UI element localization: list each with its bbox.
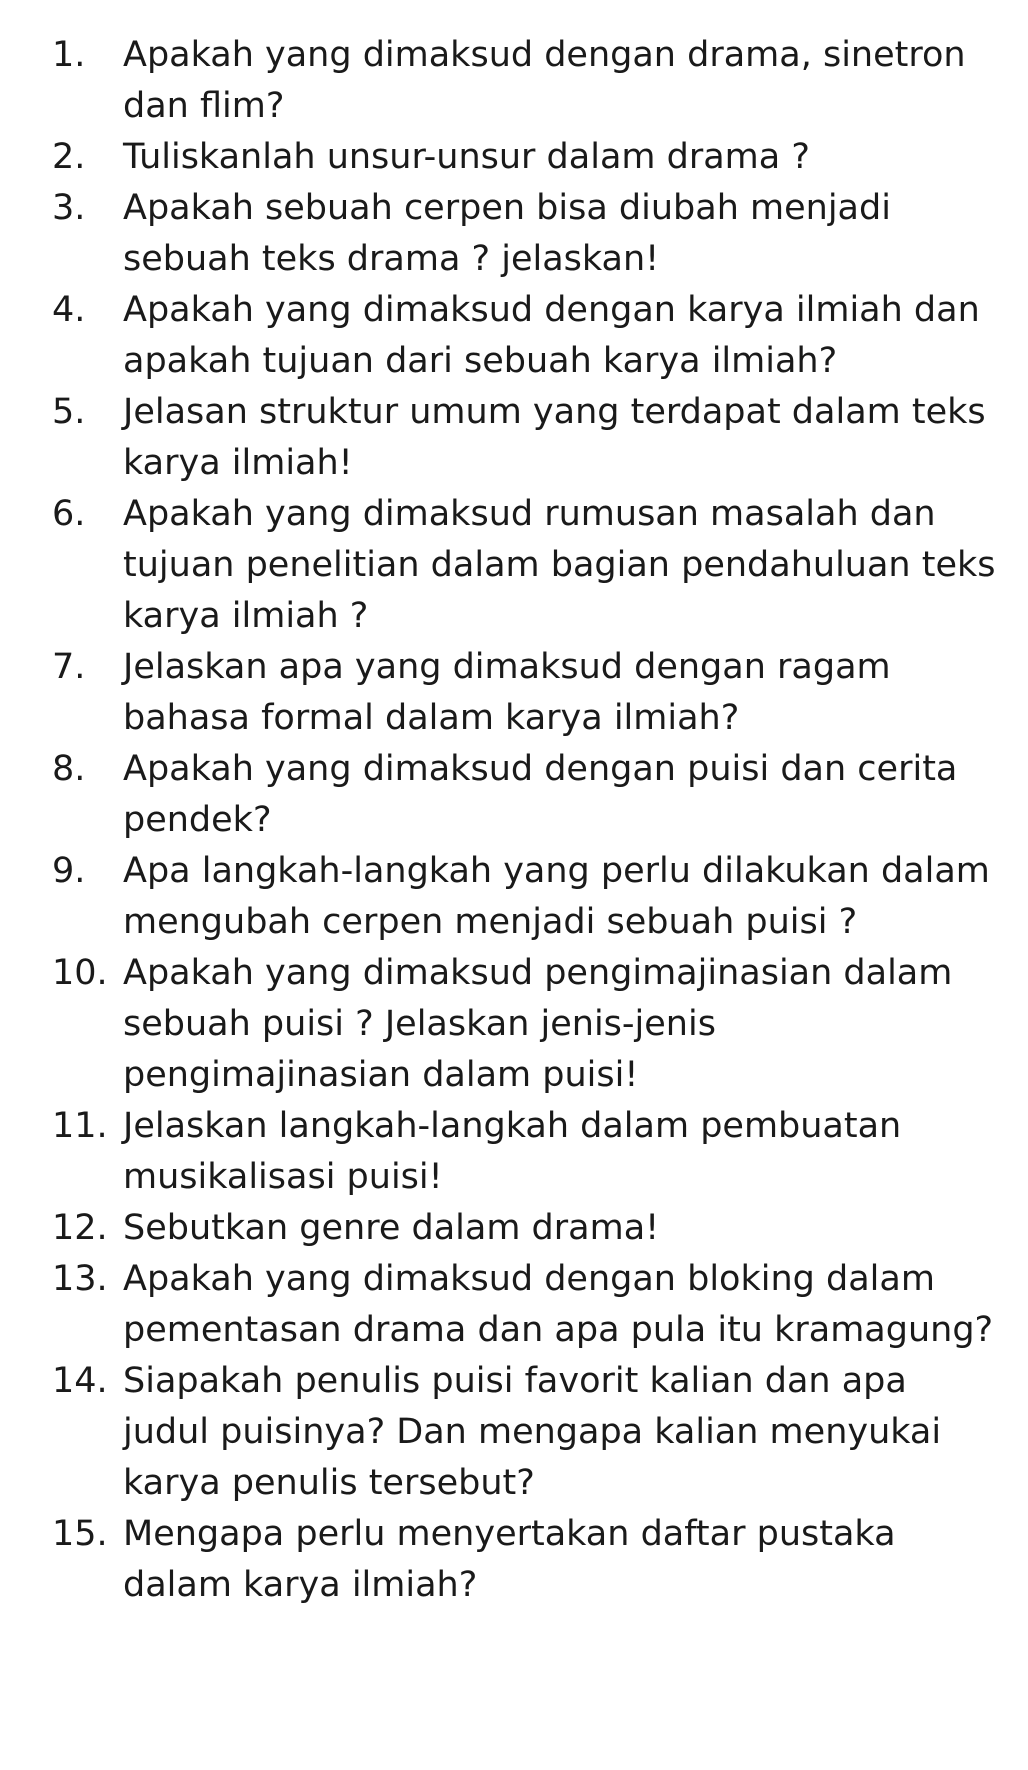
question-number: 2. [52,137,86,177]
question-text: Apakah yang dimaksud dengan karya ilmiah dan apakah tujuan dari sebuah karya ilmiah? [123,290,980,381]
question-item [52,132,997,183]
question-item [52,489,997,642]
question-number: 3. [52,188,86,228]
question-text: Sebutkan genre dalam drama! [123,1208,660,1248]
question-number: 6. [52,494,86,534]
question-text: Apakah yang dimaksud dengan puisi dan cerita pendek? [123,749,958,840]
question-text: Jelasan struktur umum yang terdapat dalam teks karya ilmiah! [123,392,986,483]
question-item [52,1254,997,1356]
question-item [52,387,997,489]
question-text: Apakah yang dimaksud rumusan masalah dan tujuan penelitian dalam bagian pendahuluan teks karya ilmiah ? [123,494,996,636]
question-text: Siapakah penulis puisi favorit kalian dan apa judul puisinya? Dan mengapa kalian menyukai karya penulis tersebut? [123,1361,942,1503]
question-number: 8. [52,749,86,789]
question-item [52,948,997,1101]
question-item [52,744,997,846]
question-number: 1. [52,35,86,75]
question-item [52,1101,997,1203]
question-number: 4. [52,290,86,330]
question-text: Jelaskan apa yang dimaksud dengan ragam bahasa formal dalam karya ilmiah? [123,647,891,738]
question-number: 11. [52,1106,108,1146]
question-item [52,846,997,948]
question-text: Mengapa perlu menyertakan daftar pustaka dalam karya ilmiah? [123,1514,896,1605]
question-number: 9. [52,851,86,891]
question-item [52,642,997,744]
question-text: Apakah sebuah cerpen bisa diubah menjadi sebuah teks drama ? jelaskan! [123,188,891,279]
question-number: 12. [52,1208,108,1248]
question-item [52,285,997,387]
question-text: Jelaskan langkah-langkah dalam pembuatan musikalisasi puisi! [123,1106,902,1197]
question-text: Apakah yang dimaksud pengimajinasian dalam sebuah puisi ? Jelaskan jenis-jenis pengimajinasian dalam puisi! [123,953,953,1095]
question-number: 5. [52,392,86,432]
question-item [52,1509,997,1611]
question-text: Tuliskanlah unsur-unsur dalam drama ? [123,137,810,177]
question-number: 7. [52,647,86,687]
question-text: Apa langkah-langkah yang perlu dilakukan dalam mengubah cerpen menjadi sebuah puisi ? [123,851,990,942]
question-text: Apakah yang dimaksud dengan drama, sinetron dan flim? [123,35,966,126]
question-item [52,30,997,132]
question-text: Apakah yang dimaksud dengan bloking dalam pementasan drama dan apa pula itu kramagung? [123,1259,994,1350]
question-item [52,1356,997,1509]
question-number: 15. [52,1514,108,1554]
question-number: 10. [52,953,108,993]
question-item [52,183,997,285]
question-number: 13. [52,1259,108,1299]
question-list [52,30,997,1611]
question-item [52,1203,997,1254]
question-number: 14. [52,1361,108,1401]
